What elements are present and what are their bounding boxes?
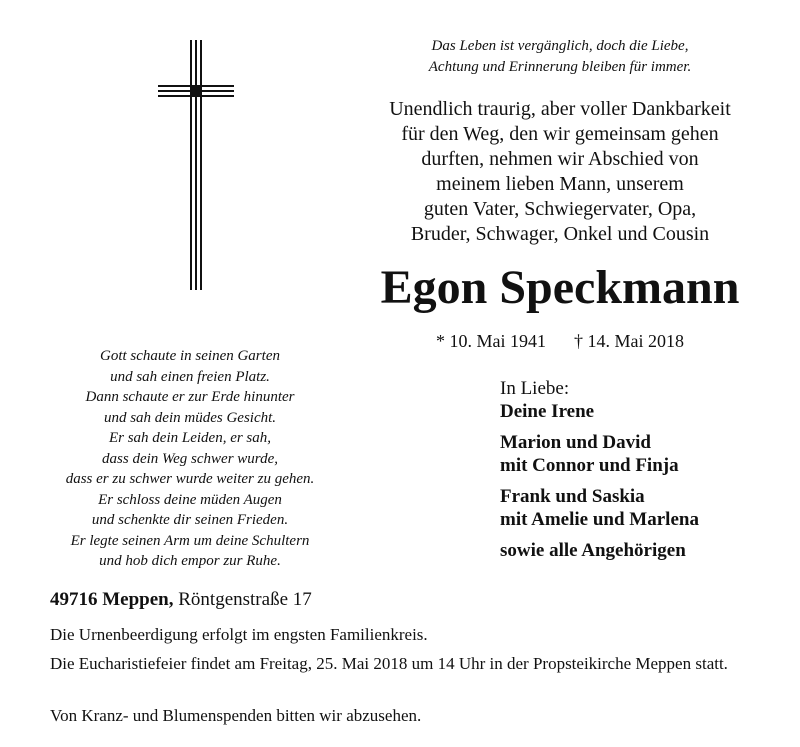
mourner-group: mit Amelie und Marlena bbox=[500, 509, 699, 530]
flowers-notice: Von Kranz- und Blumenspenden bitten wir abzusehen. bbox=[50, 706, 422, 725]
mourner-group: Frank und Saskia bbox=[500, 486, 645, 507]
motto-quote bbox=[400, 36, 720, 78]
intro-line: durften, nehmen wir Abschied von bbox=[421, 148, 699, 170]
mourners-list bbox=[500, 377, 790, 562]
mourner-group: mit Connor und Finja bbox=[500, 455, 679, 476]
intro-line: guten Vater, Schwiegervater, Opa, bbox=[423, 198, 697, 220]
intro-text bbox=[340, 97, 780, 247]
poem-line: Er sah dein Leiden, er sah, bbox=[108, 430, 272, 446]
poem-line: Dann schaute er zur Erde hinunter bbox=[85, 389, 295, 405]
motto-line: Das Leben ist vergänglich, doch die Liebe, bbox=[431, 38, 689, 54]
mourner-group: Marion und David bbox=[500, 432, 651, 453]
poem-line: Er legte seinen Arm um deine Schultern bbox=[70, 532, 310, 549]
poem-line: und sah einen freien Platz. bbox=[110, 368, 270, 385]
poem-line: dass dein Weg schwer wurde, bbox=[102, 450, 278, 467]
deceased-name: Egon Speckmann bbox=[380, 261, 740, 314]
poem-line: und sah dein müdes Gesicht. bbox=[103, 409, 277, 426]
intro-line: meinem lieben Mann, unserem bbox=[436, 173, 684, 195]
address-city: 49716 Meppen, bbox=[50, 589, 174, 610]
poem-line: Gott schaute in seinen Garten bbox=[100, 348, 280, 364]
death-date: † 14. Mai 2018 bbox=[574, 331, 684, 351]
intro-line: für den Weg, den wir gemeinsam gehen bbox=[401, 123, 719, 145]
poem bbox=[30, 346, 350, 572]
poem-line: dass er zu schwer wurde weiter zu gehen. bbox=[65, 471, 315, 487]
mourner-others: sowie alle Angehörigen bbox=[500, 540, 686, 561]
poem-line: Er schloss deine müden Augen bbox=[98, 491, 282, 508]
motto-line: Achtung und Erinnerung bleiben für immer. bbox=[428, 59, 692, 75]
life-dates bbox=[400, 330, 720, 352]
intro-line: Unendlich traurig, aber voller Dankbarkeit bbox=[389, 98, 731, 120]
address bbox=[50, 587, 312, 613]
address-street: Röntgenstraße 17 bbox=[178, 589, 312, 610]
intro-line: Bruder, Schwager, Onkel und Cousin bbox=[410, 223, 710, 245]
mourners-intro: In Liebe: bbox=[500, 378, 570, 399]
poem-line: und hob dich empor zur Ruhe. bbox=[99, 553, 281, 569]
mourner-wife: Deine Irene bbox=[500, 401, 595, 422]
birth-date: * 10. Mai 1941 bbox=[436, 331, 546, 351]
poem-line: und schenkte dir seinen Frieden. bbox=[91, 512, 289, 528]
cross-icon bbox=[158, 40, 238, 290]
mass-notice: Die Eucharistiefeier findet am Freitag, 25. Mai 2018 um 14 Uhr in der Propsteikirche Meppen statt. bbox=[50, 654, 728, 673]
burial-notice: Die Urnenbeerdigung erfolgt im engsten Familienkreis. bbox=[50, 625, 428, 644]
